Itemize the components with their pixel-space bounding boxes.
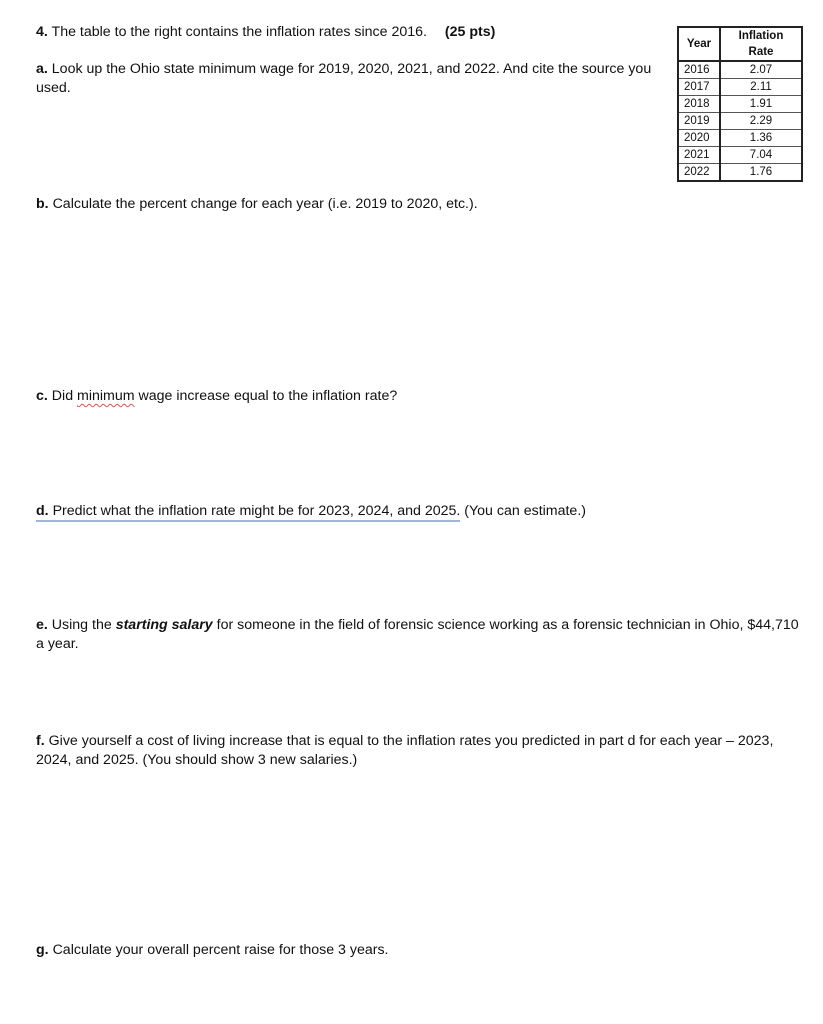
part-c-text-pre: Did [51,388,78,404]
table-row [678,164,802,182]
table-row [678,130,802,147]
part-c-text-post: wage increase equal to the inflation rate? [134,388,398,404]
part-e-label: e. [36,617,48,633]
header-inflation-rate: Inflation Rate [720,27,802,61]
part-a-label: a. [36,61,48,77]
part-f-text-line2: 2024, and 2025. (You should show 3 new salaries.) [36,752,358,768]
part-d-note: (You can estimate.) [460,503,586,519]
question-number: 4. [36,24,48,40]
year-cell: 2021 [678,147,720,164]
part-g-label: g. [36,942,49,958]
table-header-row [678,27,802,61]
part-g-text: Calculate your overall percent raise for those 3 years. [52,942,389,958]
question-4-heading [36,23,495,42]
rate-cell: 2.29 [720,113,802,130]
part-e [36,616,811,654]
points-label: (25 pts) [444,24,496,40]
part-d-text: Predict what the inflation rate might be for 2023, 2024, and 2025. [52,503,461,519]
year-cell: 2017 [678,79,720,96]
table-row [678,147,802,164]
table-row [678,96,802,113]
part-d-label: d. [36,503,49,519]
rate-cell: 7.04 [720,147,802,164]
part-c-label: c. [36,388,48,404]
part-g [36,941,389,960]
part-a [36,60,666,98]
part-f [36,732,811,770]
inflation-table [677,26,803,182]
rate-cell: 1.76 [720,164,802,182]
part-e-text-pre: Using the [51,617,116,633]
part-b [36,195,478,214]
rate-cell: 1.91 [720,96,802,113]
part-f-label: f. [36,733,45,749]
spellcheck-marked-word: minimum [77,388,135,404]
question-text: The table to the right contains the inflation rates since 2016. [51,24,427,40]
table-row [678,79,802,96]
year-cell: 2022 [678,164,720,182]
header-year: Year [678,27,720,61]
part-e-text-post: for someone in the field of forensic science working as a forensic technician in Ohio, $44,710 [212,617,799,633]
rate-cell: 1.36 [720,130,802,147]
part-a-text-line1: Look up the Ohio state minimum wage for 2019, 2020, 2021, and 2022. And cite the source you [51,61,652,77]
year-cell: 2018 [678,96,720,113]
table-row [678,61,802,79]
part-d [36,502,586,521]
rate-cell: 2.07 [720,61,802,79]
grammar-marked-span [36,503,460,522]
part-a-text-line2: used. [36,80,71,96]
part-c [36,387,397,406]
year-cell: 2019 [678,113,720,130]
part-e-text-line2: a year. [36,636,79,652]
rate-cell: 2.11 [720,79,802,96]
part-e-emphasis: starting salary [115,617,213,633]
part-b-label: b. [36,196,49,212]
part-b-text: Calculate the percent change for each year (i.e. 2019 to 2020, etc.). [52,196,478,212]
year-cell: 2016 [678,61,720,79]
part-f-text-line1: Give yourself a cost of living increase that is equal to the inflation rates you predicted in part d for each year – 2023, [48,733,774,749]
table-row [678,113,802,130]
year-cell: 2020 [678,130,720,147]
